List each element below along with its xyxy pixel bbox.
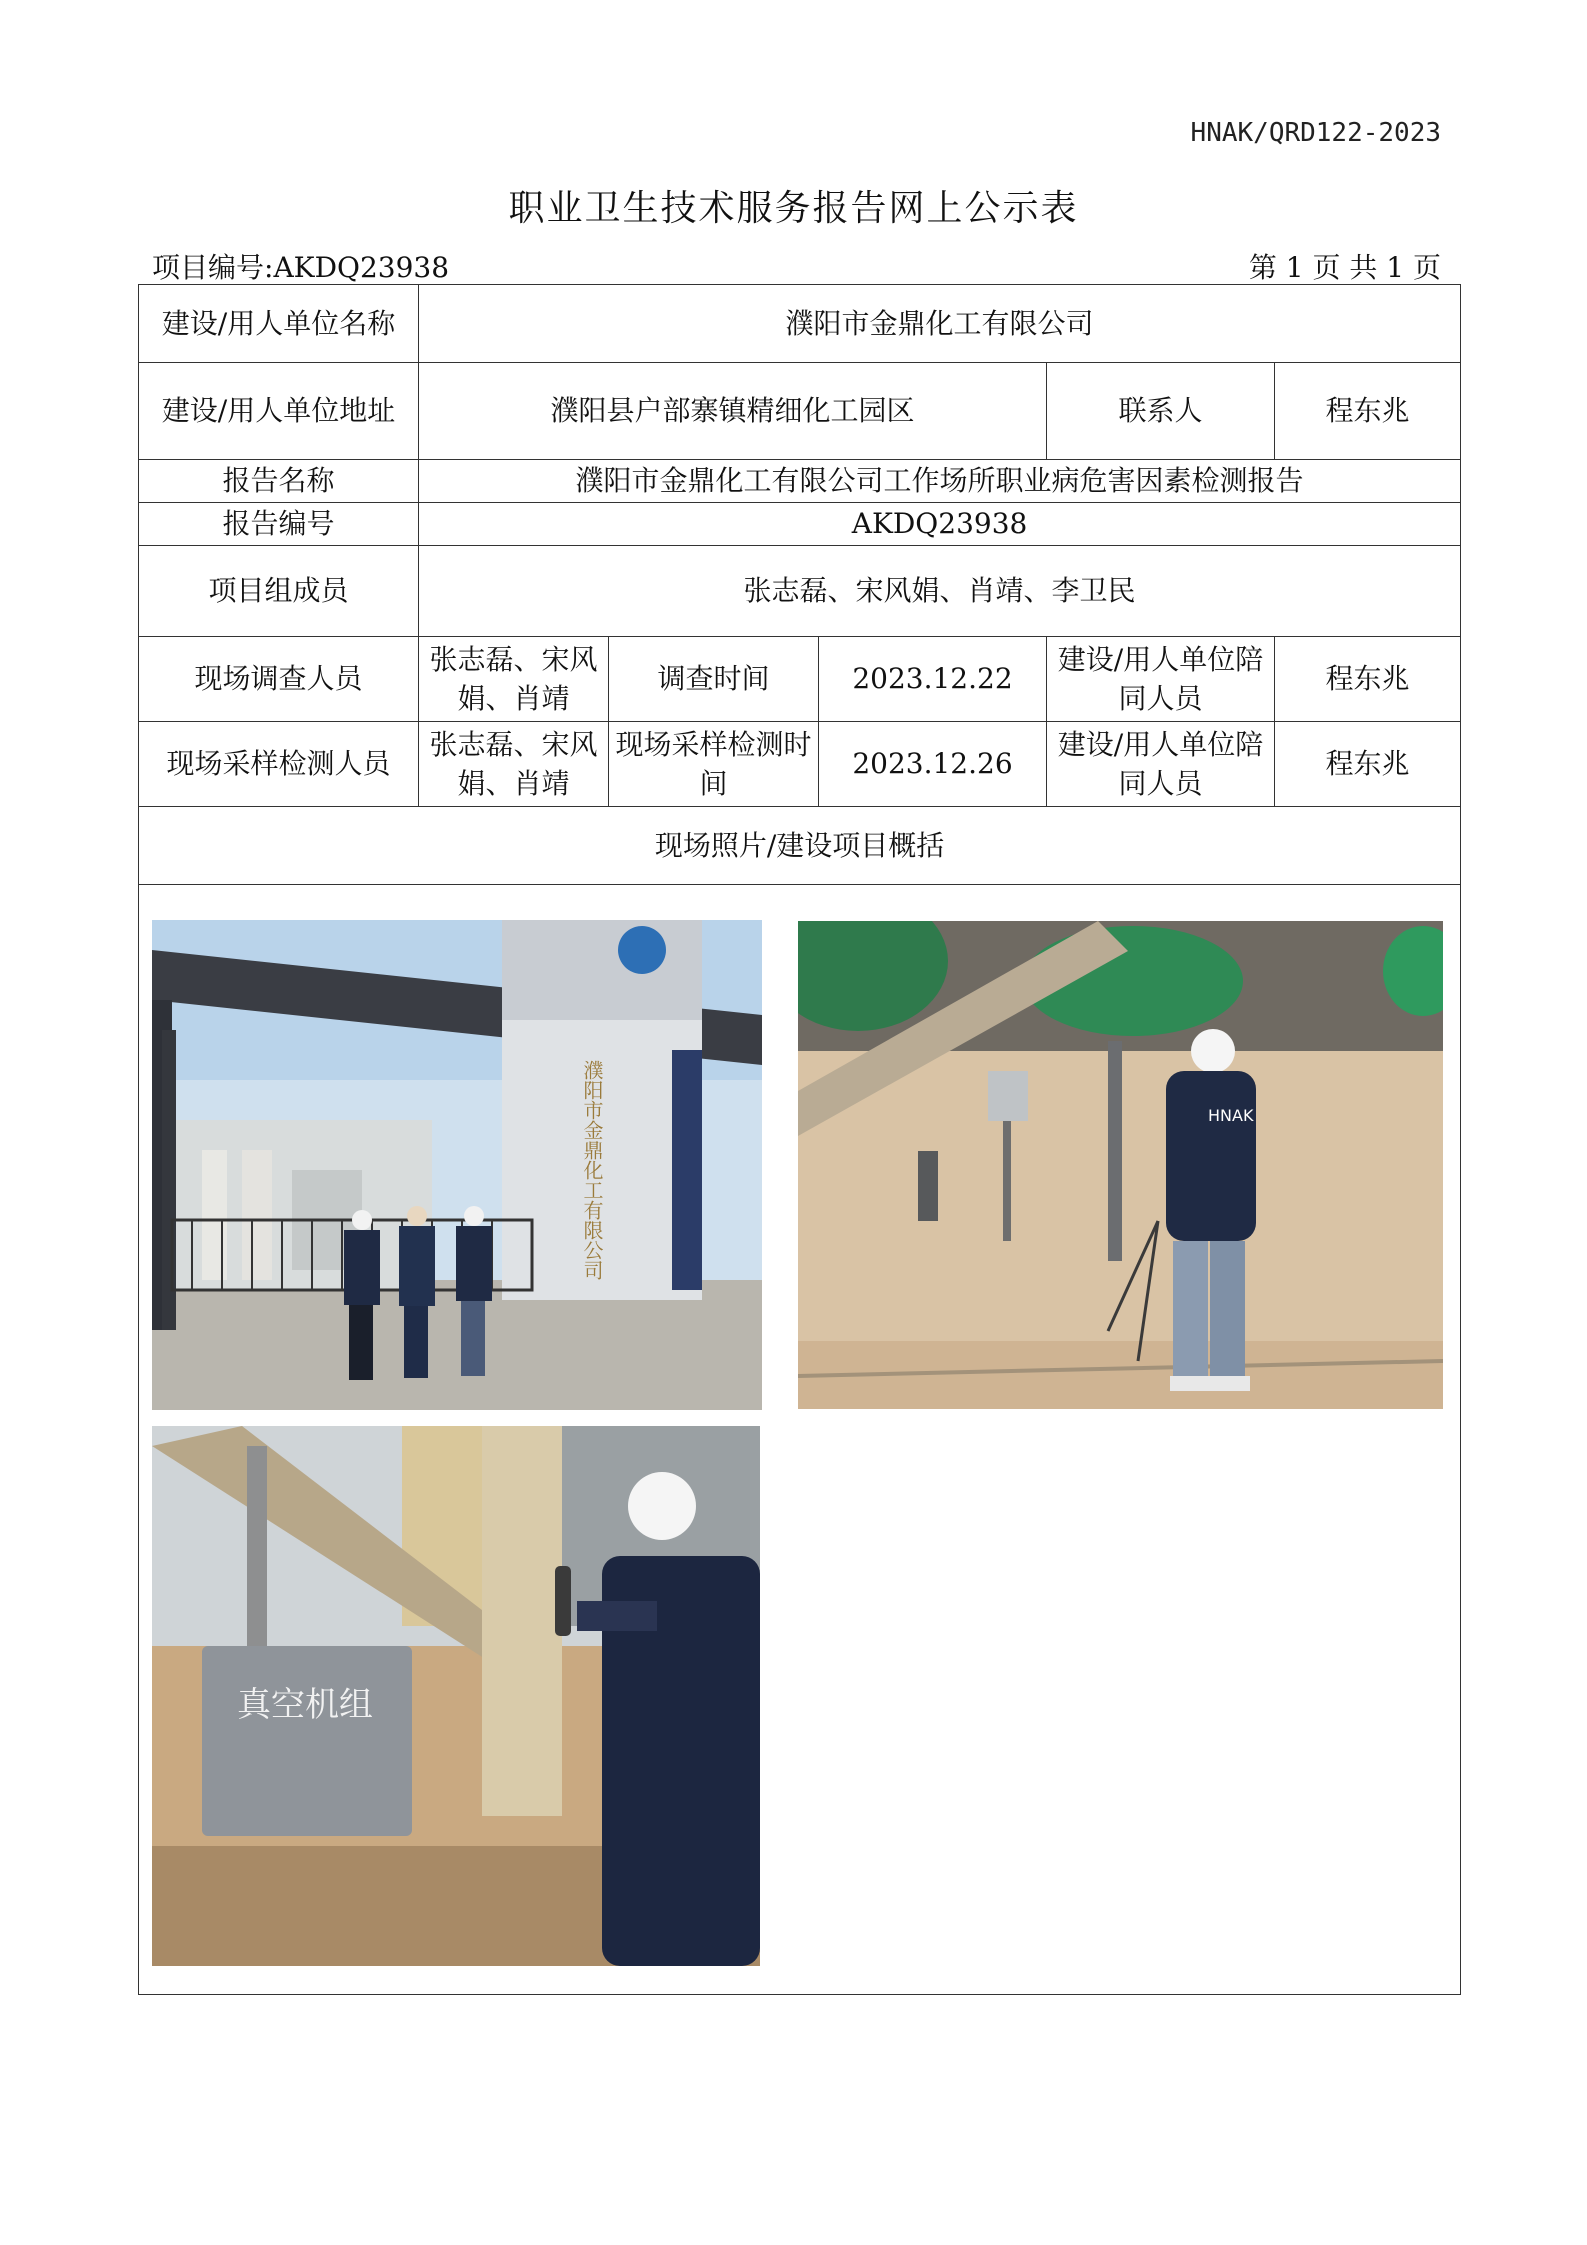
unit-name-value: 濮阳市金鼎化工有限公司 [419, 285, 1461, 363]
gate-sign-text: 濮阳市金鼎化工有限公司 [580, 1060, 604, 1280]
photo-vacuum-unit [152, 1426, 760, 1966]
row-team [139, 546, 1461, 637]
team-label: 项目组成员 [139, 546, 419, 637]
sound-meter [555, 1566, 571, 1636]
survey-staff-label: 现场调查人员 [139, 637, 419, 722]
survey-accompany-label: 建设/用人单位陪同人员 [1047, 637, 1275, 722]
disclosure-table [138, 284, 1461, 1995]
row-photos-header [139, 807, 1461, 885]
survey-time-label: 调查时间 [609, 637, 819, 722]
photo-gate [152, 920, 762, 1410]
team-value: 张志磊、宋风娟、肖靖、李卫民 [419, 546, 1461, 637]
document-title: 职业卫生技术服务报告网上公示表 [508, 188, 1079, 229]
photo-plant-sampling [798, 921, 1443, 1409]
photos-header: 现场照片/建设项目概括 [139, 807, 1461, 885]
report-number-label: 报告编号 [139, 503, 419, 546]
sampling-staff-value: 张志磊、宋风娟、肖靖 [419, 722, 609, 807]
row-unit-address [139, 363, 1461, 460]
row-sampling [139, 722, 1461, 807]
jacket-logo-text: HNAK [1208, 1106, 1254, 1125]
row-photos [139, 885, 1461, 1995]
sampling-time-label: 现场采样检测时间 [609, 722, 819, 807]
survey-accompany-value: 程东兆 [1275, 637, 1461, 722]
unit-address-label: 建设/用人单位地址 [139, 363, 419, 460]
sampling-accompany-value: 程东兆 [1275, 722, 1461, 807]
row-report-number [139, 503, 1461, 546]
worker-figure [1166, 1029, 1256, 1391]
survey-time-value: 2023.12.22 [819, 637, 1047, 722]
vacuum-unit-box [202, 1646, 412, 1836]
vacuum-unit-label: 真空机组 [237, 1685, 373, 1725]
row-survey [139, 637, 1461, 722]
project-number-value: AKDQ23938 [273, 251, 450, 284]
project-number [152, 246, 449, 286]
contact-value: 程东兆 [1275, 363, 1461, 460]
report-name-value: 濮阳市金鼎化工有限公司工作场所职业病危害因素检测报告 [419, 460, 1461, 503]
sampling-time-value: 2023.12.26 [819, 722, 1047, 807]
report-number-value: AKDQ23938 [419, 503, 1461, 546]
survey-staff-value: 张志磊、宋风娟、肖靖 [419, 637, 609, 722]
sampling-accompany-label: 建设/用人单位陪同人员 [1047, 722, 1275, 807]
row-report-name [139, 460, 1461, 503]
document-code: HNAK/QRD122-2023 [1190, 118, 1441, 148]
unit-name-label: 建设/用人单位名称 [139, 285, 419, 363]
report-name-label: 报告名称 [139, 460, 419, 503]
staff-figures [344, 1206, 492, 1380]
photos-cell [139, 885, 1461, 1995]
photo-plant-sampling-image [798, 921, 1443, 1409]
photo-gate-image [152, 920, 762, 1410]
project-number-label: 项目编号: [152, 251, 274, 284]
contact-label: 联系人 [1047, 363, 1275, 460]
page-info: 第 1 页 共 1 页 [1248, 251, 1441, 284]
sampling-staff-label: 现场采样检测人员 [139, 722, 419, 807]
unit-address-value: 濮阳县户部寨镇精细化工园区 [419, 363, 1047, 460]
photo-vacuum-unit-image [152, 1426, 760, 1966]
row-unit-name [139, 285, 1461, 363]
